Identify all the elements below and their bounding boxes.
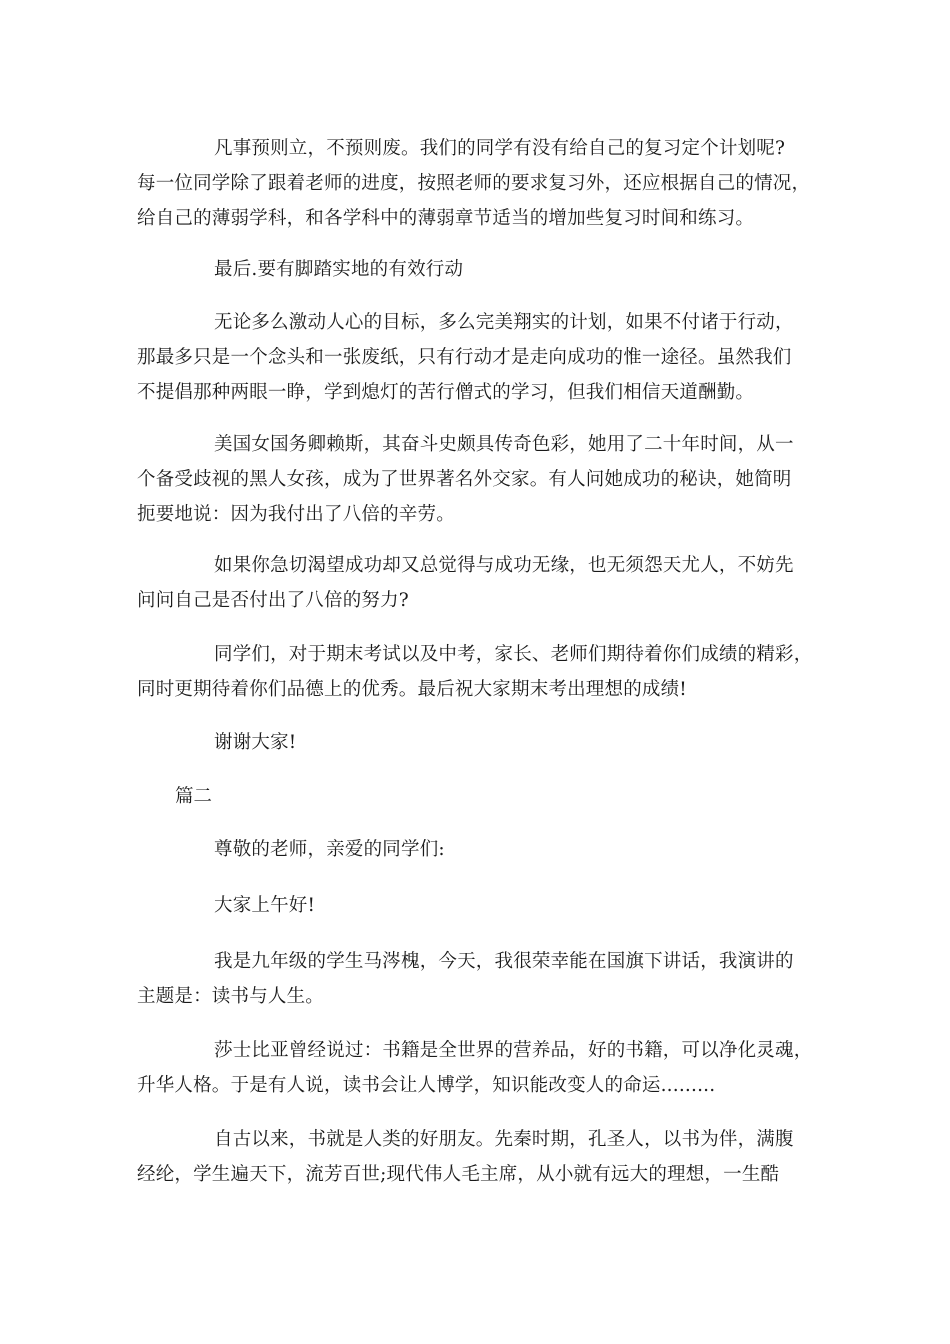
paragraph-line: 经纶，学生遍天下，流芳百世;现代伟人毛主席，从小就有远大的理想，一生酷 (137, 1164, 780, 1185)
paragraph (137, 832, 817, 867)
paragraph-line: 那最多只是一个念头和一张废纸，只有行动才是走向成功的惟一途径。虽然我们 (137, 347, 792, 368)
paragraph (137, 944, 817, 1014)
paragraph-line: 我是九年级的学生马涔槐，今天，我很荣幸能在国旗下讲话，我演讲的 (214, 951, 794, 972)
paragraph (137, 637, 817, 707)
paragraph (137, 725, 817, 760)
paragraph (137, 1122, 817, 1192)
paragraph (137, 131, 817, 236)
paragraph-line: 个备受歧视的黑人女孩，成为了世界著名外交家。有人问她成功的秘诀，她简明 (137, 469, 792, 490)
paragraph-line: 同时更期待着你们品德上的优秀。最后祝大家期末考出理想的成绩! (137, 679, 687, 700)
paragraph-line: 升华人格。于是有人说，读书会让人博学，知识能改变人的命运......... (137, 1075, 716, 1096)
paragraph-line: 给自己的薄弱学科，和各学科中的薄弱章节适当的增加些复习时间和练习。 (137, 208, 755, 229)
paragraph-line: 如果你急切渴望成功却又总觉得与成功无缘，也无须怨天尤人，不妨先 (214, 555, 794, 576)
paragraph-line: 主题是：读书与人生。 (137, 986, 325, 1007)
paragraph (137, 427, 817, 532)
paragraph (137, 252, 817, 287)
paragraph-line: 莎士比亚曾经说过：书籍是全世界的营养品，好的书籍，可以净化灵魂， (214, 1040, 813, 1061)
paragraph-line: 每一位同学除了跟着老师的进度，按照老师的要求复习外，还应根据自己的情况， (137, 173, 811, 194)
paragraph-line: 同学们，对于期末考试以及中考，家长、老师们期待着你们成绩的精彩， (214, 644, 813, 665)
paragraph-line: 问问自己是否付出了八倍的努力? (137, 590, 409, 611)
section-heading: 篇二 (175, 786, 213, 807)
paragraph-line: 扼要地说：因为我付出了八倍的辛劳。 (137, 504, 455, 525)
paragraph-line: 大家上午好! (214, 895, 316, 916)
paragraph-line: 自古以来，书就是人类的好朋友。先秦时期，孔圣人，以书为伴，满腹 (214, 1129, 794, 1150)
paragraph-line: 无论多么激动人心的目标，多么完美翔实的计划，如果不付诸于行动， (214, 312, 794, 333)
paragraph-line: 美国女国务卿赖斯，其奋斗史颇具传奇色彩，她用了二十年时间，从一 (214, 434, 794, 455)
paragraph-line: 不提倡那种两眼一睁，学到熄灯的苦行僧式的学习，但我们相信天道酬勤。 (137, 382, 755, 403)
paragraph (137, 548, 817, 618)
paragraph (137, 1033, 817, 1103)
paragraph-line: 凡事预则立，不预则废。我们的同学有没有给自己的复习定个计划呢? (214, 138, 786, 159)
paragraph (137, 888, 817, 923)
paragraph-line: 尊敬的老师，亲爱的同学们: (214, 839, 445, 860)
paragraph-line: 谢谢大家! (214, 732, 297, 753)
paragraph (137, 305, 817, 410)
paragraph-line: 最后.要有脚踏实地的有效行动 (214, 259, 464, 280)
